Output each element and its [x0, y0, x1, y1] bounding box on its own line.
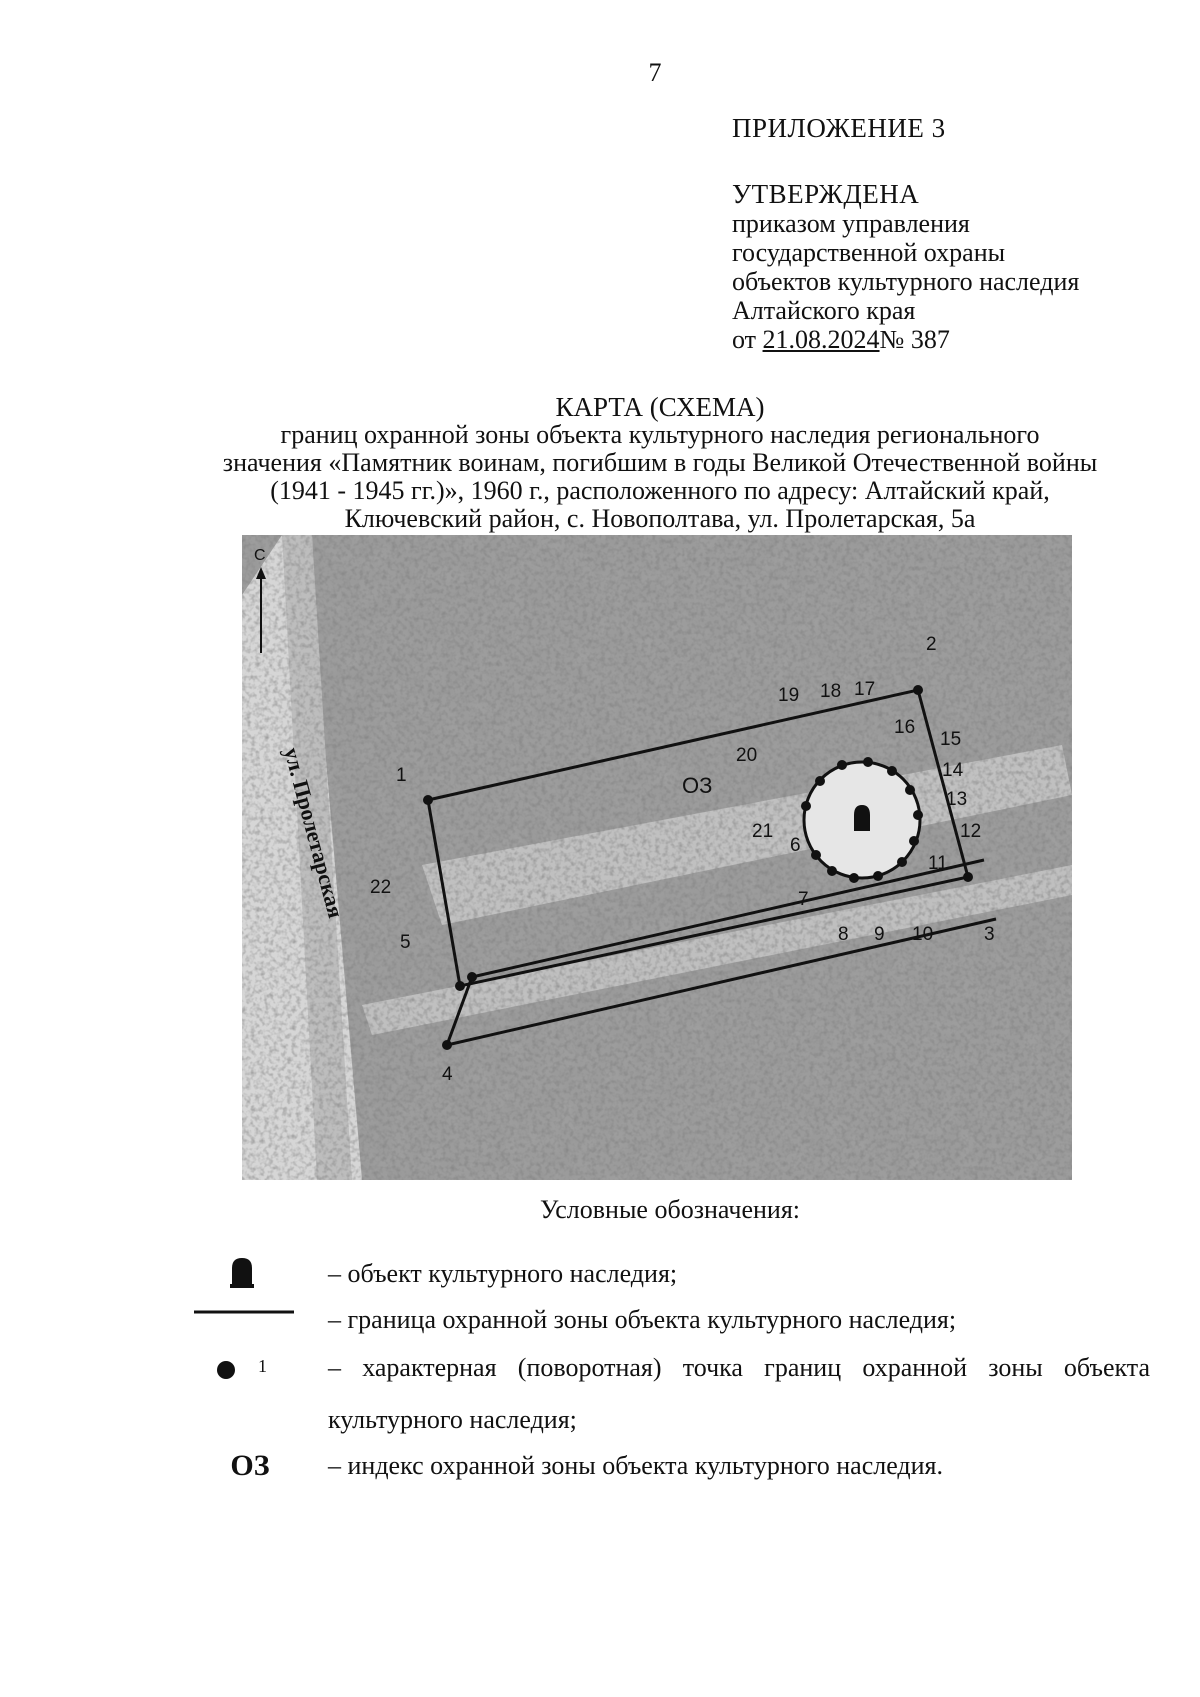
point-label: 13: [946, 789, 968, 810]
turning-point: [863, 757, 873, 767]
turning-point: [455, 981, 465, 991]
turning-point: [913, 685, 923, 695]
point-label: 2: [926, 634, 937, 655]
point-label: 16: [894, 717, 916, 738]
approval-line: объектов культурного наследия: [732, 267, 1080, 296]
point-label: 9: [874, 924, 885, 945]
document-title: [150, 393, 1170, 533]
point-label: 4: [442, 1064, 453, 1085]
approval-line: приказом управления: [732, 209, 970, 238]
point-label: 21: [752, 821, 774, 842]
legend-title: Условные обозначения:: [539, 1195, 801, 1224]
zone-map: [242, 535, 1072, 1180]
monument-icon: [190, 1248, 310, 1300]
point-label: 18: [820, 681, 842, 702]
approval-line: государственной охраны: [732, 238, 1006, 267]
turning-point: [837, 760, 847, 770]
approval-number: № 387: [879, 325, 950, 354]
approval-date-line: [732, 325, 1079, 354]
turning-point: [811, 850, 821, 860]
approval-date: 21.08.2024: [762, 325, 880, 354]
legend-row-zone-index: [190, 1440, 1150, 1492]
north-label: С: [254, 547, 266, 564]
street-label: ул. Пролетарская: [279, 744, 349, 921]
date-prefix: от: [732, 325, 763, 354]
turning-point: [815, 776, 825, 786]
point-label: 8: [838, 924, 849, 945]
map-svg: [242, 535, 1072, 1180]
turning-point: [423, 795, 433, 805]
point-label: 15: [940, 729, 962, 750]
point-label: 1: [396, 765, 407, 786]
legend-row-boundary: [190, 1294, 1150, 1346]
title-line: значения «Памятник воинам, погибшим в годы Великой Отечественной войны: [222, 448, 1098, 477]
appendix-heading: ПРИЛОЖЕНИЕ 3: [732, 113, 946, 143]
legend-text: – объект культурного наследия;: [328, 1259, 678, 1288]
legend-symbol: [190, 1342, 310, 1382]
turning-point: [897, 857, 907, 867]
turning-point: [873, 871, 883, 881]
point-label: 10: [912, 924, 934, 945]
point-label: 19: [778, 685, 800, 706]
point-label: 11: [928, 853, 948, 874]
page-number: 7: [648, 58, 662, 87]
monument-icon: [854, 805, 870, 831]
title-line: Ключевский район, с. Новополтава, ул. Пролетарская, 5а: [344, 504, 976, 533]
turning-point: [913, 810, 923, 820]
turning-point: [467, 972, 477, 982]
approval-line: Алтайского края: [732, 296, 916, 325]
legend-symbol: [190, 1248, 310, 1288]
legend-symbol: [190, 1294, 310, 1334]
legend-text: – индекс охранной зоны объекта культурного наследия.: [328, 1451, 944, 1480]
turning-point: [801, 801, 811, 811]
boundary-line-icon: [190, 1294, 310, 1346]
turning-point: [887, 766, 897, 776]
point-label: 20: [736, 745, 758, 766]
legend-row-turning-point: [190, 1342, 1150, 1446]
point-label: 3: [984, 924, 995, 945]
turning-point-icon: [190, 1342, 310, 1394]
title-heading: КАРТА (СХЕМА): [555, 392, 765, 422]
turning-point-number: 1: [258, 1356, 267, 1376]
point-label: 14: [942, 760, 964, 781]
legend-text: – граница охранной зоны объекта культурного наследия;: [328, 1305, 957, 1334]
point-label: 22: [370, 877, 392, 898]
zone-label: ОЗ: [682, 773, 713, 798]
legend-text: культурного наследия;: [328, 1405, 577, 1434]
turning-point: [827, 866, 837, 876]
title-line: (1941 - 1945 гг.)», 1960 г., расположенного по адресу: Алтайский край,: [270, 476, 1050, 505]
legend-row-monument: [190, 1248, 1150, 1300]
approval-block: [732, 180, 1079, 354]
point-label: 12: [960, 821, 982, 842]
point-label: 7: [798, 889, 809, 910]
turning-point: [849, 873, 859, 883]
turning-point: [905, 785, 915, 795]
point-label: 6: [790, 835, 801, 856]
approved-label: УТВЕРЖДЕНА: [732, 179, 920, 209]
turning-point: [909, 836, 919, 846]
legend-text: – характерная (поворотная) точка границ охранной зоны объекта: [328, 1353, 1150, 1382]
point-label: 5: [400, 932, 411, 953]
zone-index-symbol: ОЗ: [230, 1449, 270, 1482]
title-line: границ охранной зоны объекта культурного наследия регионального: [280, 420, 1040, 449]
point-label: 17: [854, 679, 876, 700]
turning-point: [963, 872, 973, 882]
turning-point: [442, 1040, 452, 1050]
